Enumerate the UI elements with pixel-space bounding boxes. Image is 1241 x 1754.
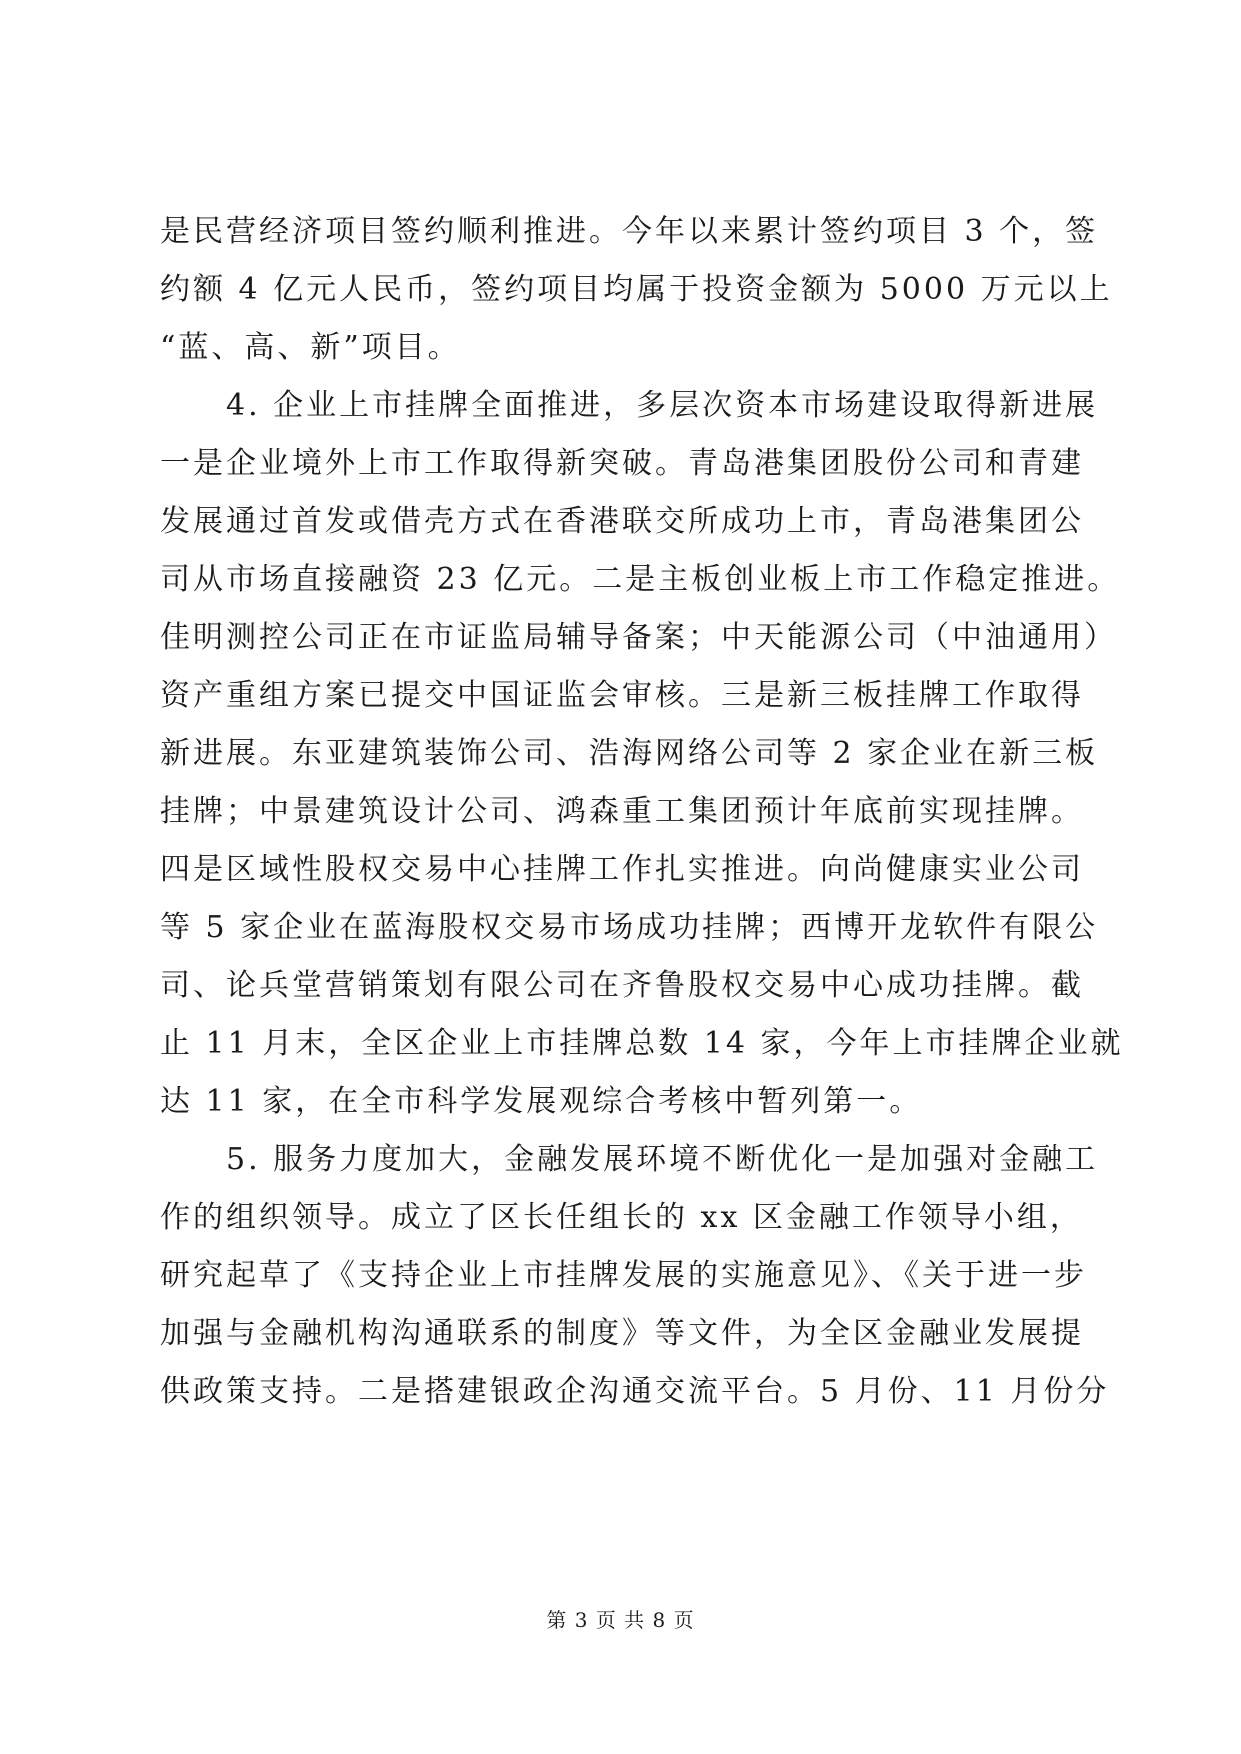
body-text-line: 新进展。东亚建筑装饰公司、浩海网络公司等 2 家企业在新三板 [160,736,1099,771]
body-text-line: 供政策支持。二是搭建银政企沟通交流平台。5 月份、11 月份分 [160,1374,1110,1409]
section-heading-4: 4. 企业上市挂牌全面推进，多层次资本市场建设取得新进展 [226,388,1099,423]
body-text-line: 司、论兵堂营销策划有限公司在齐鲁股权交易中心成功挂牌。截 [160,968,1084,1003]
body-text-line: 资产重组方案已提交中国证监会审核。三是新三板挂牌工作取得 [160,678,1084,713]
body-text-line: 四是区域性股权交易中心挂牌工作扎实推进。向尚健康实业公司 [160,852,1084,887]
body-text-line: 作的组织领导。成立了区长任组长的 xx 区金融工作领导小组， [160,1200,1083,1235]
body-text-line: 加强与金融机构沟通联系的制度》等文件，为全区金融业发展提 [160,1316,1084,1351]
body-text-line: 挂牌；中景建筑设计公司、鸿森重工集团预计年底前实现挂牌。 [160,794,1084,829]
body-text-line: “蓝、高、新”项目。 [160,330,461,365]
section-heading-5: 5. 服务力度加大，金融发展环境不断优化一是加强对金融工 [226,1142,1099,1177]
body-text-line: 发展通过首发或借壳方式在香港联交所成功上市，青岛港集团公 [160,504,1084,539]
page-number-footer: 第 3 页 共 8 页 [546,1608,695,1632]
body-text-line: 研究起草了《支持企业上市挂牌发展的实施意见》、《关于进一步 [160,1258,1087,1293]
body-text-line: 是民营经济项目签约顺利推进。今年以来累计签约项目 3 个，签 [160,214,1099,249]
body-text-line: 司从市场直接融资 23 亿元。二是主板创业板上市工作稳定推进。 [160,562,1121,597]
body-text-line: 止 11 月末，全区企业上市挂牌总数 14 家，今年上市挂牌企业就 [160,1026,1124,1061]
body-text-line: 达 11 家，在全市科学发展观综合考核中暂列第一。 [160,1084,923,1119]
body-text-line: 佳明测控公司正在市证监局辅导备案；中天能源公司（中油通用） [160,620,1117,655]
body-text-line: 一是企业境外上市工作取得新突破。青岛港集团股份公司和青建 [160,446,1084,481]
body-text-line: 等 5 家企业在蓝海股权交易市场成功挂牌；西博开龙软件有限公 [160,910,1099,945]
body-text-line: 约额 4 亿元人民币，签约项目均属于投资金额为 5000 万元以上 [160,272,1113,307]
